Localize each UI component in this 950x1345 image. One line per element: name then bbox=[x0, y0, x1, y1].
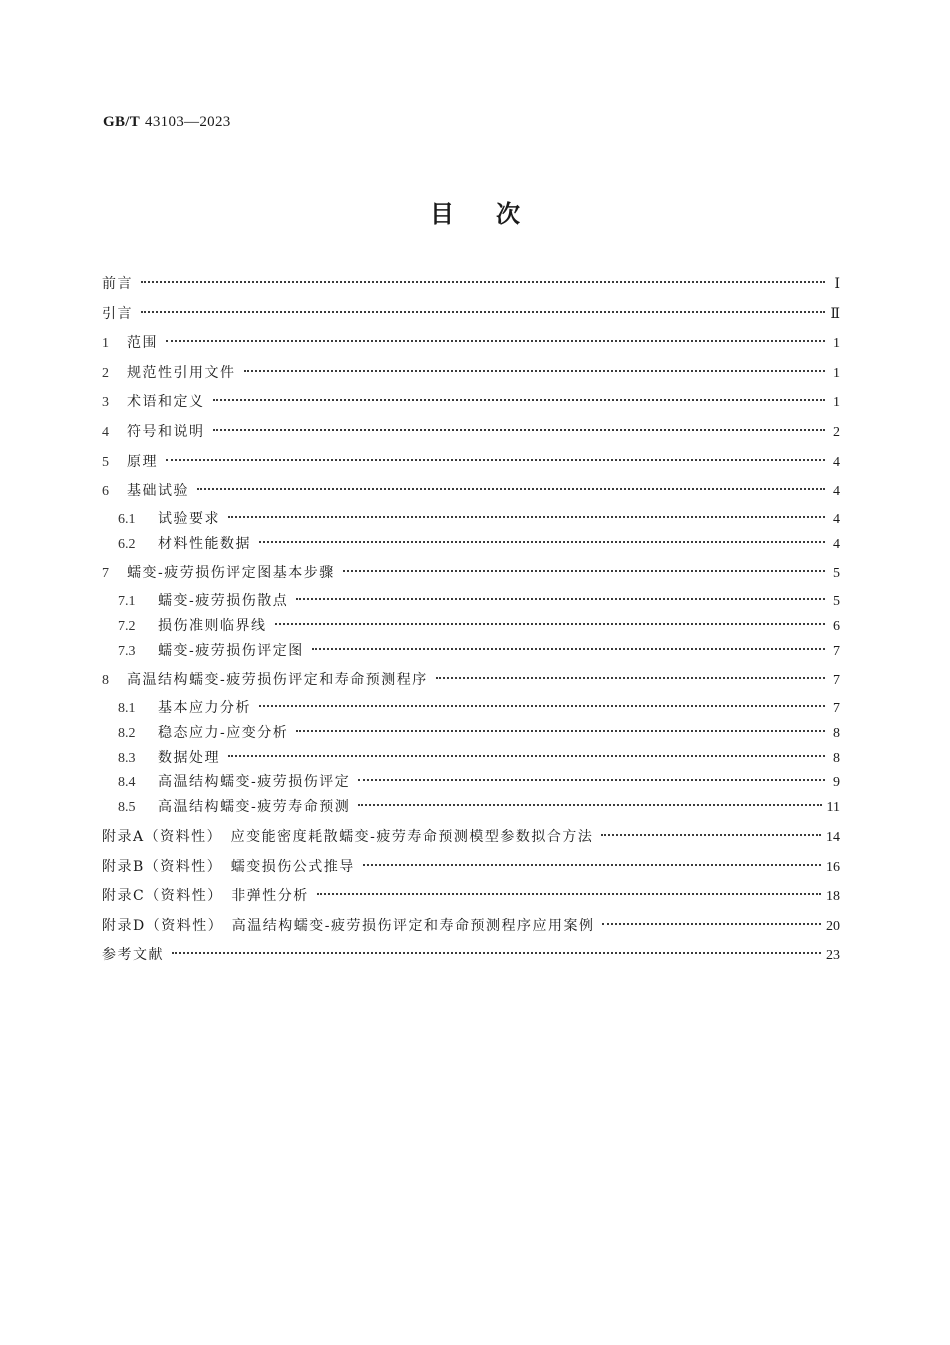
toc-entry-number: 3 bbox=[102, 395, 109, 411]
standard-number: 43103—2023 bbox=[145, 114, 231, 130]
toc-entry-label: 试验要求 bbox=[158, 510, 220, 527]
toc-entry[interactable] bbox=[102, 418, 840, 448]
standard-prefix: GB/T bbox=[103, 114, 141, 130]
toc-entry-label: 术语和定义 bbox=[127, 394, 205, 411]
dot-leader bbox=[213, 399, 826, 401]
dot-leader bbox=[244, 370, 826, 372]
toc-entry-page: 5 bbox=[833, 566, 840, 582]
dot-leader bbox=[275, 623, 826, 625]
toc-entry-label: 基础试验 bbox=[127, 483, 189, 500]
toc-entry-page: 11 bbox=[826, 800, 840, 816]
toc-entry-page: 23 bbox=[826, 948, 840, 964]
toc-entry-number: 8.1 bbox=[118, 700, 136, 716]
toc-entry[interactable] bbox=[102, 941, 840, 971]
toc-entry-number: 8.2 bbox=[118, 725, 136, 741]
toc-entry-number: 7 bbox=[102, 566, 109, 582]
dot-leader bbox=[312, 648, 825, 650]
toc-entry[interactable] bbox=[102, 770, 840, 795]
toc-entry-page: 8 bbox=[833, 725, 840, 741]
dot-leader bbox=[343, 570, 825, 572]
toc-entry-label: 符号和说明 bbox=[127, 423, 205, 440]
toc-entry-page: Ⅱ bbox=[830, 306, 840, 322]
toc-entry-page: 7 bbox=[833, 643, 840, 659]
toc-entry[interactable] bbox=[102, 359, 840, 389]
toc-entry-page: 4 bbox=[833, 454, 840, 470]
dot-leader bbox=[296, 598, 825, 600]
toc-entry-page: 20 bbox=[826, 918, 840, 934]
toc-entry-label: 附录B（资料性） 蠕变损伤公式推导 bbox=[102, 858, 355, 875]
dot-leader bbox=[172, 952, 821, 954]
toc-entry[interactable] bbox=[102, 853, 840, 883]
dot-leader bbox=[358, 804, 821, 806]
toc-entry-page: 4 bbox=[833, 484, 840, 500]
dot-leader bbox=[197, 488, 825, 490]
toc-entry-page: 1 bbox=[833, 395, 840, 411]
toc-entry-page: 14 bbox=[826, 829, 840, 845]
toc-entry[interactable] bbox=[102, 746, 840, 771]
dot-leader bbox=[259, 541, 825, 543]
toc-entry[interactable] bbox=[102, 300, 840, 330]
toc-entry-number: 8.3 bbox=[118, 750, 136, 766]
dot-leader bbox=[259, 705, 825, 707]
dot-leader bbox=[436, 677, 825, 679]
toc-entry-number: 2 bbox=[102, 365, 109, 381]
toc-entry-label: 前言 bbox=[102, 276, 133, 292]
dot-leader bbox=[166, 340, 825, 342]
toc-entry[interactable] bbox=[102, 666, 840, 696]
toc-entry-label: 附录A（资料性） 应变能密度耗散蠕变-疲劳寿命预测模型参数拟合方法 bbox=[102, 828, 594, 845]
toc-entry-number: 7.2 bbox=[118, 618, 136, 634]
toc-entry-label: 蠕变-疲劳损伤散点 bbox=[158, 592, 289, 609]
toc-entry[interactable] bbox=[102, 614, 840, 639]
toc-entry-number: 8.4 bbox=[118, 775, 136, 791]
toc-entry-label: 附录C（资料性） 非弹性分析 bbox=[102, 888, 309, 905]
dot-leader bbox=[358, 779, 825, 781]
toc-entry-number: 1 bbox=[102, 336, 109, 352]
toc-entry[interactable] bbox=[102, 696, 840, 721]
toc-entry[interactable] bbox=[102, 721, 840, 746]
toc-entry-number: 7.3 bbox=[118, 643, 136, 659]
toc-entry[interactable] bbox=[102, 912, 840, 942]
toc-entry-number: 8 bbox=[102, 673, 109, 689]
toc-entry[interactable] bbox=[102, 270, 840, 300]
toc-entry[interactable] bbox=[102, 559, 840, 589]
dot-leader bbox=[166, 459, 825, 461]
dot-leader bbox=[141, 311, 825, 313]
toc-entry-label: 引言 bbox=[102, 305, 133, 322]
dot-leader bbox=[602, 923, 821, 925]
dot-leader bbox=[296, 730, 825, 732]
toc-entry-page: 4 bbox=[833, 536, 840, 552]
toc-entry-label: 高温结构蠕变-疲劳损伤评定 bbox=[158, 774, 351, 791]
table-of-contents bbox=[102, 270, 840, 971]
toc-entry-label: 稳态应力-应变分析 bbox=[158, 724, 289, 741]
standard-code bbox=[103, 114, 231, 131]
page-title: 目次 bbox=[430, 200, 562, 228]
toc-entry-page: 6 bbox=[833, 618, 840, 634]
toc-entry-number: 8.5 bbox=[118, 800, 136, 816]
toc-entry-number: 5 bbox=[102, 454, 109, 470]
toc-entry-page: 7 bbox=[833, 700, 840, 716]
dot-leader bbox=[601, 834, 821, 836]
toc-entry-page: 7 bbox=[833, 673, 840, 689]
toc-entry-label: 规范性引用文件 bbox=[127, 364, 236, 381]
toc-entry-number: 6.1 bbox=[118, 511, 136, 527]
toc-entry-page: 4 bbox=[833, 511, 840, 527]
toc-entry-page: 16 bbox=[826, 859, 840, 875]
toc-entry-label: 附录D（资料性） 高温结构蠕变-疲劳损伤评定和寿命预测程序应用案例 bbox=[102, 917, 595, 934]
toc-entry[interactable] bbox=[102, 589, 840, 614]
toc-entry-page: 1 bbox=[833, 365, 840, 381]
toc-entry-number: 7.1 bbox=[118, 593, 136, 609]
toc-entry-number: 4 bbox=[102, 424, 109, 440]
toc-entry[interactable] bbox=[102, 388, 840, 418]
toc-entry-page: 18 bbox=[826, 889, 840, 905]
toc-entry-label: 范围 bbox=[127, 335, 158, 352]
dot-leader bbox=[317, 893, 821, 895]
toc-entry-label: 材料性能数据 bbox=[158, 535, 251, 552]
toc-entry-label: 参考文献 bbox=[102, 947, 164, 964]
dot-leader bbox=[228, 516, 825, 518]
toc-entry[interactable] bbox=[102, 882, 840, 912]
toc-entry-label: 原理 bbox=[127, 453, 158, 470]
toc-entry[interactable] bbox=[102, 507, 840, 532]
toc-entry[interactable] bbox=[102, 532, 840, 557]
toc-entry-page: Ⅰ bbox=[834, 277, 840, 292]
toc-entry-page: 5 bbox=[833, 593, 840, 609]
toc-entry[interactable] bbox=[102, 477, 840, 507]
toc-entry[interactable] bbox=[102, 448, 840, 478]
toc-entry-label: 基本应力分析 bbox=[158, 699, 251, 716]
toc-entry-label: 高温结构蠕变-疲劳损伤评定和寿命预测程序 bbox=[127, 672, 428, 689]
toc-entry-label: 蠕变-疲劳损伤评定图基本步骤 bbox=[127, 565, 335, 582]
toc-entry-page: 2 bbox=[833, 424, 840, 440]
toc-entry-label: 数据处理 bbox=[158, 749, 220, 766]
toc-entry[interactable] bbox=[102, 823, 840, 853]
dot-leader bbox=[141, 281, 825, 283]
toc-entry-page: 8 bbox=[833, 750, 840, 766]
toc-entry[interactable] bbox=[102, 329, 840, 359]
toc-entry-number: 6.2 bbox=[118, 536, 136, 552]
toc-entry-number: 6 bbox=[102, 484, 109, 500]
toc-entry[interactable] bbox=[102, 795, 840, 820]
toc-entry-label: 损伤准则临界线 bbox=[158, 617, 267, 634]
toc-entry-page: 1 bbox=[833, 336, 840, 352]
toc-entry-label: 蠕变-疲劳损伤评定图 bbox=[158, 642, 304, 659]
toc-entry-page: 9 bbox=[833, 775, 840, 791]
toc-entry[interactable] bbox=[102, 639, 840, 664]
toc-entry-label: 高温结构蠕变-疲劳寿命预测 bbox=[158, 799, 351, 816]
dot-leader bbox=[213, 429, 826, 431]
dot-leader bbox=[228, 755, 825, 757]
dot-leader bbox=[363, 864, 821, 866]
